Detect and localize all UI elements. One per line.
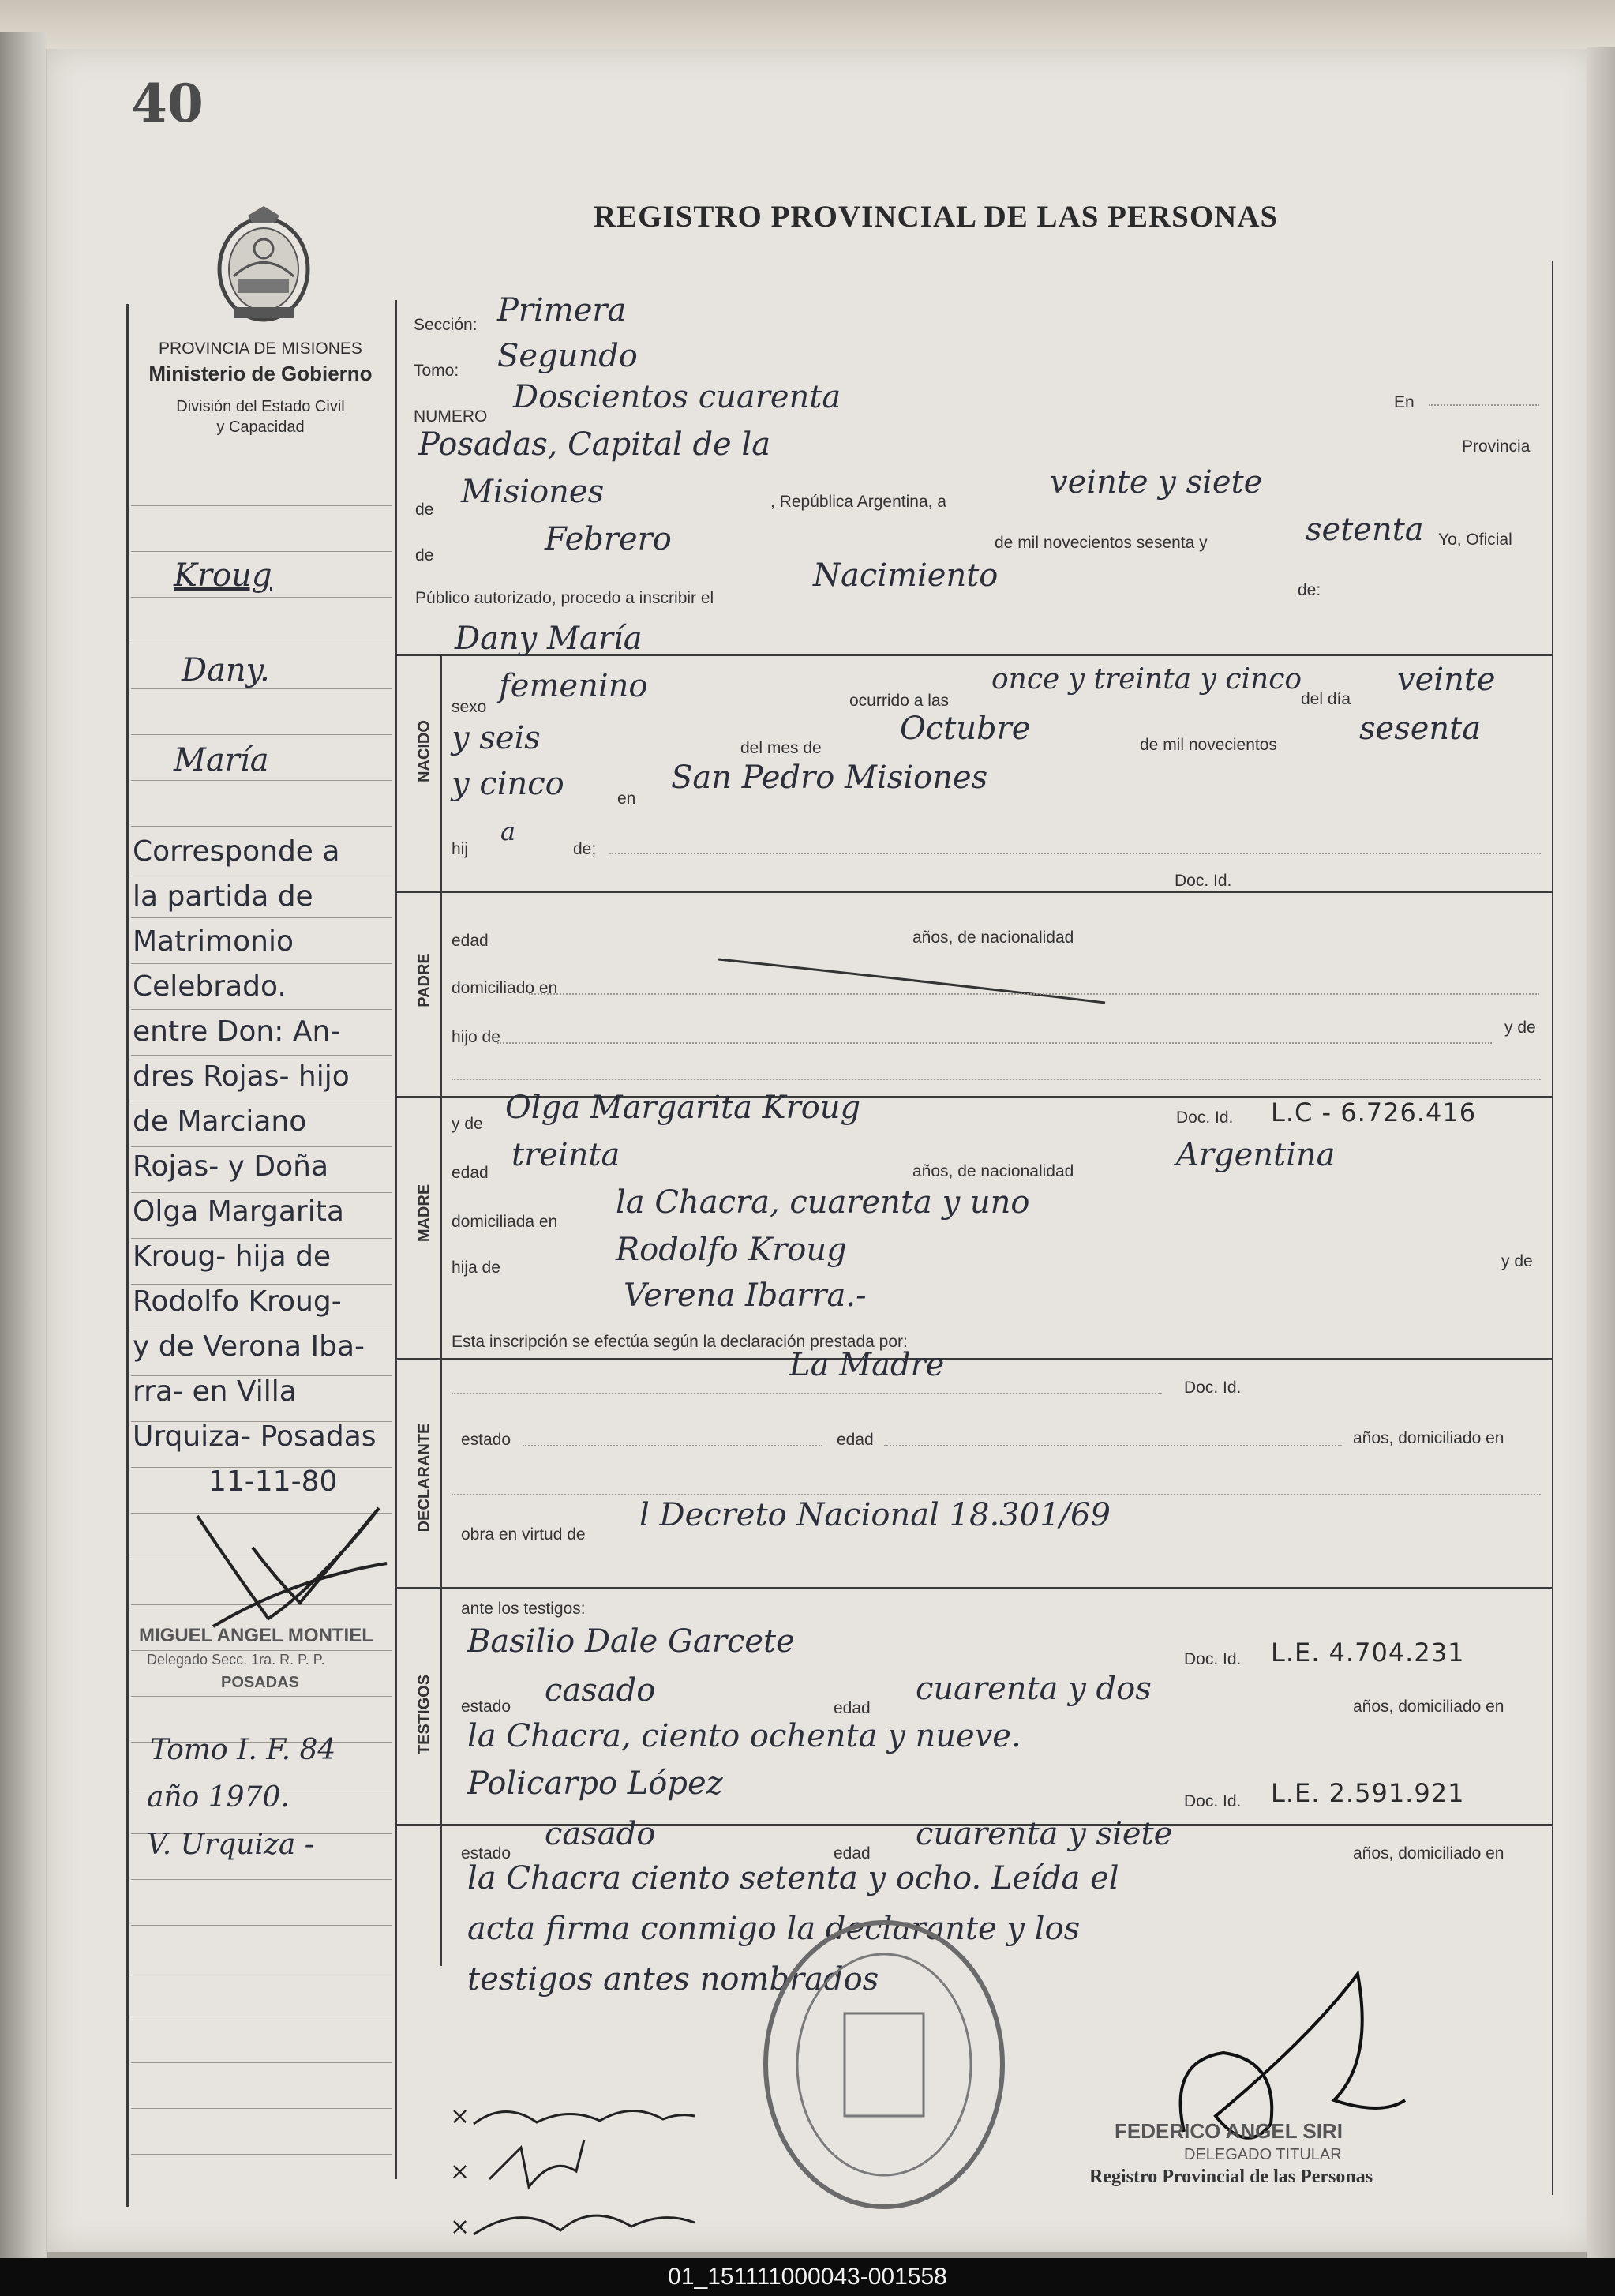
header-province: PROVINCIA DE MISIONES (159, 340, 362, 358)
margin-ruled-line (131, 1238, 392, 1239)
field-madre-padre: Rodolfo Kroug (616, 1232, 847, 1268)
label-de-4: de; (573, 840, 597, 858)
margin-note-line: Corresponde a (133, 835, 340, 868)
label-sexo: sexo (452, 698, 487, 716)
label-hij: hij (452, 840, 469, 858)
margin-note-line: y de Verona Iba- (133, 1330, 365, 1363)
field-dia: veinte y siete (1050, 464, 1263, 501)
label-hija-de-madre: hija de (452, 1259, 500, 1277)
label-de-3: de: (1298, 581, 1321, 599)
margin-note-line: dres Rojas- hijo (133, 1060, 350, 1093)
label-edad-testigo2: edad (834, 1844, 871, 1863)
margin-note-line: Olga Margarita (133, 1195, 344, 1228)
label-hijo-de-padre: hijo de (452, 1028, 500, 1046)
label-de: de (415, 501, 434, 519)
label-edad-declarante: edad (837, 1431, 874, 1449)
field-madre-domicilio: la Chacra, cuarenta y uno (616, 1184, 1030, 1221)
label-domiciliado-padre: domiciliado en (452, 979, 558, 997)
field-testigo2: Policarpo López (467, 1765, 723, 1802)
dotted-line (609, 853, 1541, 854)
label-mil-novecientos: de mil novecientos sesenta y (995, 534, 1208, 552)
field-anio-nac: sesenta (1359, 711, 1482, 747)
field-lugar2: Misiones (461, 474, 605, 510)
margin-ruled-line (131, 1009, 392, 1010)
field-testigo2-estado: casado (545, 1816, 656, 1852)
label-provincia: Provincia (1462, 437, 1531, 456)
margin-ruled-line (131, 1284, 392, 1285)
margin-ruled-line (131, 1696, 392, 1697)
field-cierre-3: testigos antes nombrados (467, 1961, 879, 1998)
label-publico: Público autorizado, procedo a inscribir el (415, 589, 714, 607)
field-sexo: femenino (499, 668, 648, 704)
section-label-madre: MADRE (415, 1184, 433, 1243)
margin-ref-2: año 1970. (147, 1781, 290, 1814)
margin-apellido: Kroug (174, 557, 272, 594)
margin-ruled-line (131, 2108, 392, 2109)
field-madre-nacionalidad: Argentina (1176, 1137, 1336, 1173)
dotted-line (452, 1494, 1541, 1495)
dotted-line (523, 1445, 822, 1446)
field-mes-nac: Octubre (900, 711, 1031, 747)
margin-ruled-line (131, 1925, 392, 1926)
label-en-2: en (617, 790, 636, 808)
header-ministry: Ministerio de Gobierno (148, 362, 373, 385)
document-title: REGISTRO PROVINCIAL DE LAS PERSONAS (594, 200, 1279, 234)
label-numero: NUMERO (414, 407, 488, 426)
official-organization: Registro Provincial de las Personas (1089, 2167, 1373, 2187)
field-madre-nombre: Olga Margarita Kroug (505, 1090, 861, 1126)
margin-ruled-line (131, 917, 392, 918)
margin-ruled-line (131, 551, 392, 552)
margin-divider-line (395, 300, 397, 2179)
label-obra: obra en virtud de (461, 1525, 586, 1544)
margin-signature (182, 1484, 403, 1642)
label-y-de-madre-2: y de (1501, 1252, 1533, 1270)
separator-declarante-top (395, 1358, 1552, 1360)
margin-ruled-line (131, 505, 392, 506)
label-doc-id-madre: Doc. Id. (1176, 1109, 1234, 1127)
margin-ruled-line (131, 688, 392, 689)
field-madre-edad: treinta (511, 1137, 620, 1173)
section-label-nacido: NACIDO (415, 720, 433, 782)
section-label-testigos: TESTIGOS (415, 1674, 433, 1755)
margin-note-line: Celebrado. (133, 970, 287, 1003)
field-anio-nac-2: y cinco (452, 766, 564, 802)
svg-text:×: × (450, 2103, 470, 2130)
label-y-de-padre: y de (1504, 1019, 1536, 1037)
field-tomo: Segundo (497, 338, 638, 374)
field-testigo2-doc: L.E. 2.591.921 (1271, 1778, 1465, 1808)
field-hora: once y treinta y cinco (991, 663, 1302, 696)
separator-testigos-top (395, 1587, 1552, 1589)
dotted-line (1429, 404, 1539, 406)
label-ocurrido: ocurrido a las (849, 692, 950, 710)
label-edad-madre: edad (452, 1164, 489, 1182)
margin-ruled-line (131, 2062, 392, 2063)
section-label-declarante: DECLARANTE (415, 1423, 433, 1533)
field-testigo1-estado: casado (545, 1672, 656, 1709)
margin-note-line: Kroug- hija de (133, 1240, 332, 1273)
margin-note-line: Urquiza- Posadas (133, 1420, 377, 1453)
field-acto: Nacimiento (813, 557, 999, 594)
header-division: División del Estado Civil (176, 398, 345, 415)
margin-note-line: 11-11-80 (208, 1465, 338, 1498)
label-estado-declarante: estado (461, 1431, 511, 1449)
label-domiciliada-madre: domiciliada en (452, 1213, 558, 1231)
margin-ruled-line (131, 1192, 392, 1193)
field-lugar-nac: San Pedro Misiones (671, 760, 988, 796)
margin-ruled-line (131, 2154, 392, 2155)
margin-ruled-line (131, 1055, 392, 1056)
label-tomo: Tomo: (414, 362, 459, 380)
label-nacionalidad-padre: años, de nacionalidad (912, 929, 1074, 947)
label-doc-id-declarante: Doc. Id. (1184, 1379, 1242, 1397)
dotted-line (452, 1393, 1162, 1394)
label-domiciliado-testigo2: años, domiciliado en (1353, 1844, 1504, 1863)
label-republica: , República Argentina, a (770, 493, 946, 511)
dotted-line (452, 1079, 1541, 1080)
left-border-line (126, 304, 129, 2207)
label-y-de-madre: y de (452, 1115, 483, 1133)
field-nombre: Dany María (455, 621, 643, 657)
header-capacity: y Capacidad (216, 418, 305, 436)
official-seal-icon (758, 1911, 1010, 2219)
label-doc-id-testigo2: Doc. Id. (1184, 1792, 1242, 1810)
top-strip (0, 0, 1615, 55)
section-label-padre: PADRE (415, 953, 433, 1007)
official-name: FEDERICO ANGEL SIRI (1115, 2119, 1343, 2143)
margin-note-line: la partida de (133, 880, 313, 913)
margin-note-line: Rodolfo Kroug- (133, 1285, 342, 1318)
label-nacionalidad-madre: años, de nacionalidad (912, 1162, 1074, 1180)
strike-line (710, 947, 1121, 1011)
label-doc-id-nacido: Doc. Id. (1175, 872, 1232, 890)
separator-padre-top (395, 891, 1552, 893)
field-testigo1-doc: L.E. 4.704.231 (1271, 1638, 1465, 1668)
field-dia-nac: veinte (1397, 662, 1496, 698)
book-binding (0, 32, 47, 2258)
margin-note-line: entre Don: An- (133, 1015, 341, 1048)
margin-ref-3: V. Urquiza - (147, 1829, 314, 1861)
label-doc-id-testigo1: Doc. Id. (1184, 1650, 1242, 1668)
margin-stamp-city: POSADAS (221, 1674, 299, 1691)
label-del-mes: del mes de (740, 739, 822, 757)
field-declarante: La Madre (789, 1347, 945, 1383)
page-edge (1587, 47, 1615, 2258)
field-decreto: l Decreto Nacional 18.301/69 (639, 1497, 1111, 1533)
svg-text:×: × (450, 2158, 470, 2185)
field-anio: setenta (1306, 512, 1424, 548)
dotted-line (497, 1042, 1492, 1044)
margin-note-line: Rojas- y Doña (133, 1150, 329, 1183)
margin-ruled-line (131, 734, 392, 735)
margin-ref-1: Tomo I. F. 84 (150, 1734, 336, 1766)
svg-text:×: × (450, 2213, 470, 2241)
margin-ruled-line (131, 963, 392, 964)
field-lugar1: Posadas, Capital de la (418, 426, 771, 463)
page-number: 40 (131, 73, 204, 134)
label-edad-testigo1: edad (834, 1699, 871, 1717)
field-testigo2-edad: cuarenta y siete (916, 1816, 1173, 1852)
field-cierre-2: acta firma conmigo la declarante y los (467, 1911, 1081, 1947)
label-de-2: de (415, 546, 434, 565)
field-madre-doc: L.C - 6.726.416 (1271, 1097, 1477, 1127)
right-border-line (1552, 261, 1553, 2195)
margin-note-line: Matrimonio (133, 925, 294, 958)
scan-id-footer: 01_151111000043-001558 (0, 2258, 1615, 2296)
margin-nombre-2: María (174, 742, 269, 778)
margin-ruled-line (131, 1650, 392, 1651)
margin-note-line: de Marciano (133, 1105, 307, 1138)
margin-ruled-line (131, 1146, 392, 1147)
label-ante-testigos: ante los testigos: (461, 1600, 586, 1618)
margin-ruled-line (131, 597, 392, 598)
field-seccion: Primera (497, 292, 627, 328)
label-estado-testigo1: estado (461, 1698, 511, 1716)
dotted-line (529, 993, 1539, 995)
label-seccion: Sección: (414, 316, 478, 334)
field-testigo1-edad: cuarenta y dos (916, 1671, 1152, 1707)
margin-ruled-line (131, 826, 392, 827)
label-de-mil-novecientos: de mil novecientos (1140, 736, 1277, 754)
field-madre-madre: Verena Ibarra.- (624, 1277, 867, 1314)
margin-stamp-role: Delegado Secc. 1ra. R. P. P. (147, 1652, 325, 1668)
label-domiciliado-declarante: años, domiciliado en (1353, 1429, 1504, 1447)
margin-stamp-name: MIGUEL ANGEL MONTIEL (139, 1625, 373, 1646)
official-role: DELEGADO TITULAR (1184, 2146, 1342, 2163)
label-yo-oficial: Yo, Oficial (1438, 531, 1512, 549)
field-mes: Febrero (545, 521, 672, 557)
field-testigo1-domicilio: la Chacra, ciento ochenta y nueve. (467, 1718, 1021, 1754)
margin-nombre-1: Dany. (182, 652, 270, 688)
label-inscripcion: Esta inscripción se efectúa según la declaración prestada por: (452, 1333, 908, 1351)
province-crest-icon (210, 201, 317, 328)
field-cierre-1: la Chacra ciento setenta y ocho. Leída el (467, 1860, 1119, 1896)
field-testigo1: Basilio Dale Garcete (467, 1623, 795, 1660)
label-edad-padre: edad (452, 932, 489, 950)
field-hij-suffix: a (500, 816, 516, 846)
label-domiciliado-testigo1: años, domiciliado en (1353, 1698, 1504, 1716)
margin-ruled-line (131, 780, 392, 781)
margin-ruled-line (131, 1879, 392, 1880)
label-estado-testigo2: estado (461, 1844, 511, 1863)
label-del-dia: del día (1301, 690, 1351, 708)
margin-note-line: rra- en Villa (133, 1375, 297, 1408)
label-en: En (1394, 393, 1415, 411)
section-label-divider (440, 655, 442, 1966)
dotted-line (884, 1445, 1342, 1446)
field-numero: Doscientos cuarenta (513, 379, 841, 415)
field-dia-nac-2: y seis (452, 720, 541, 756)
